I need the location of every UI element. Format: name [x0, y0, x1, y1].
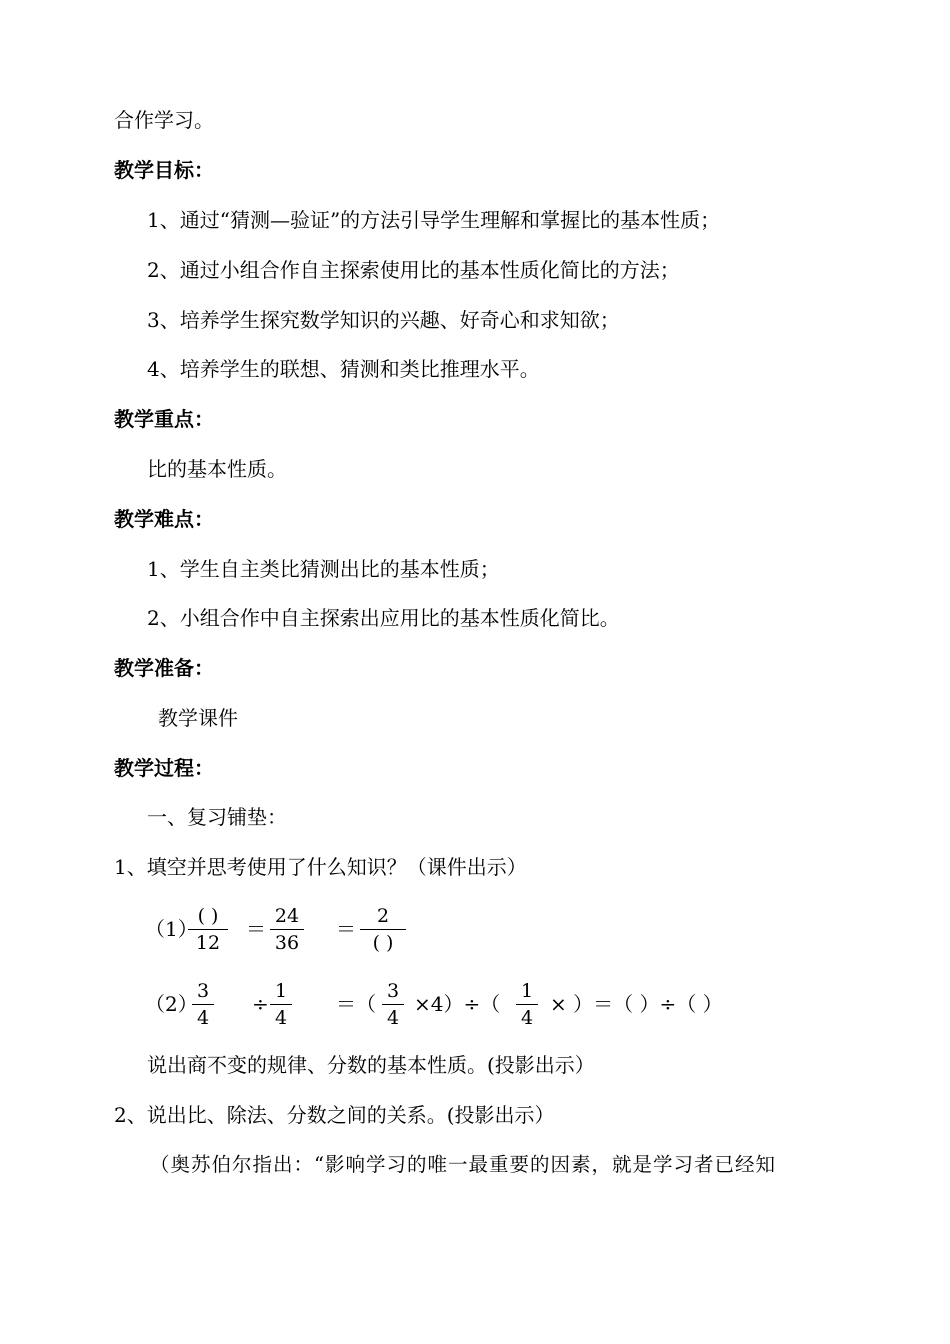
- fraction-bar: [360, 929, 406, 930]
- fraction: [270, 981, 292, 1028]
- key-points-heading: 教学重点：: [114, 407, 214, 431]
- expression-tail: × ）＝（ ）÷（ ）: [550, 992, 723, 1016]
- fraction-bar: [270, 1004, 292, 1005]
- denominator: 4: [520, 1007, 534, 1029]
- division-sign: ÷: [252, 992, 269, 1016]
- fraction: [516, 981, 538, 1028]
- denominator: 4: [274, 1007, 288, 1029]
- key-points-text: 比的基本性质。: [147, 457, 287, 481]
- numerator: 3: [196, 980, 210, 1002]
- fraction: [382, 981, 404, 1028]
- objective-item: 1、通过“猜测—验证”的方法引导学生理解和掌握比的基本性质；: [147, 208, 721, 232]
- fraction-bar: [516, 1004, 538, 1005]
- numerator: ( ): [197, 905, 219, 927]
- fraction: [188, 906, 228, 953]
- quote-line: （奥苏伯尔指出：“影响学习的唯一最重要的因素，就是学习者已经知: [150, 1153, 776, 1176]
- denominator: 36: [274, 932, 300, 954]
- numerator: 3: [386, 980, 400, 1002]
- preparation-text: 教学课件: [158, 706, 238, 730]
- fraction-bar: [192, 1004, 214, 1005]
- difficulty-item: 2、小组合作中自主探索出应用比的基本性质化简比。: [147, 606, 620, 630]
- objective-item: 4、培养学生的联想、猜测和类比推理水平。: [147, 357, 540, 381]
- numerator: 24: [274, 905, 300, 927]
- question-1: 1、填空并思考使用了什么知识？（课件出示）: [114, 855, 527, 879]
- denominator: ( ): [372, 932, 394, 954]
- objective-item: 3、培养学生探究数学知识的兴趣、好奇心和求知欲；: [147, 308, 620, 332]
- section-title: 一、复习铺垫：: [147, 805, 287, 829]
- fraction: [360, 906, 406, 953]
- objectives-heading: 教学目标：: [114, 158, 214, 182]
- equals-paren: ＝（: [336, 992, 376, 1016]
- exercise-label: （1）: [145, 917, 198, 941]
- multiply-divide: ×4）÷（: [414, 992, 501, 1016]
- fraction-bar: [188, 929, 228, 930]
- equals-sign: ＝: [246, 917, 266, 941]
- fraction: [192, 981, 214, 1028]
- denominator: 4: [196, 1007, 210, 1029]
- numerator: 2: [376, 905, 390, 927]
- denominator: 12: [195, 932, 221, 954]
- process-heading: 教学过程：: [114, 756, 214, 780]
- objective-item: 2、通过小组合作自主探索使用比的基本性质化简比的方法；: [147, 258, 680, 282]
- note-line: 说出商不变的规律、分数的基本性质。(投影出示）: [147, 1053, 595, 1077]
- question-2: 2、说出比、除法、分数之间的关系。(投影出示）: [114, 1103, 555, 1127]
- fraction-bar: [382, 1004, 404, 1005]
- intro-line: 合作学习。: [114, 108, 214, 132]
- difficulty-item: 1、学生自主类比猜测出比的基本性质；: [147, 557, 500, 581]
- equals-sign: ＝: [336, 917, 356, 941]
- numerator: 1: [520, 980, 534, 1002]
- fraction: [270, 906, 304, 953]
- numerator: 1: [274, 980, 288, 1002]
- exercise-label: （2）: [145, 992, 198, 1016]
- difficulties-heading: 教学难点：: [114, 507, 214, 531]
- denominator: 4: [386, 1007, 400, 1029]
- fraction-bar: [270, 929, 304, 930]
- preparation-heading: 教学准备：: [114, 656, 214, 680]
